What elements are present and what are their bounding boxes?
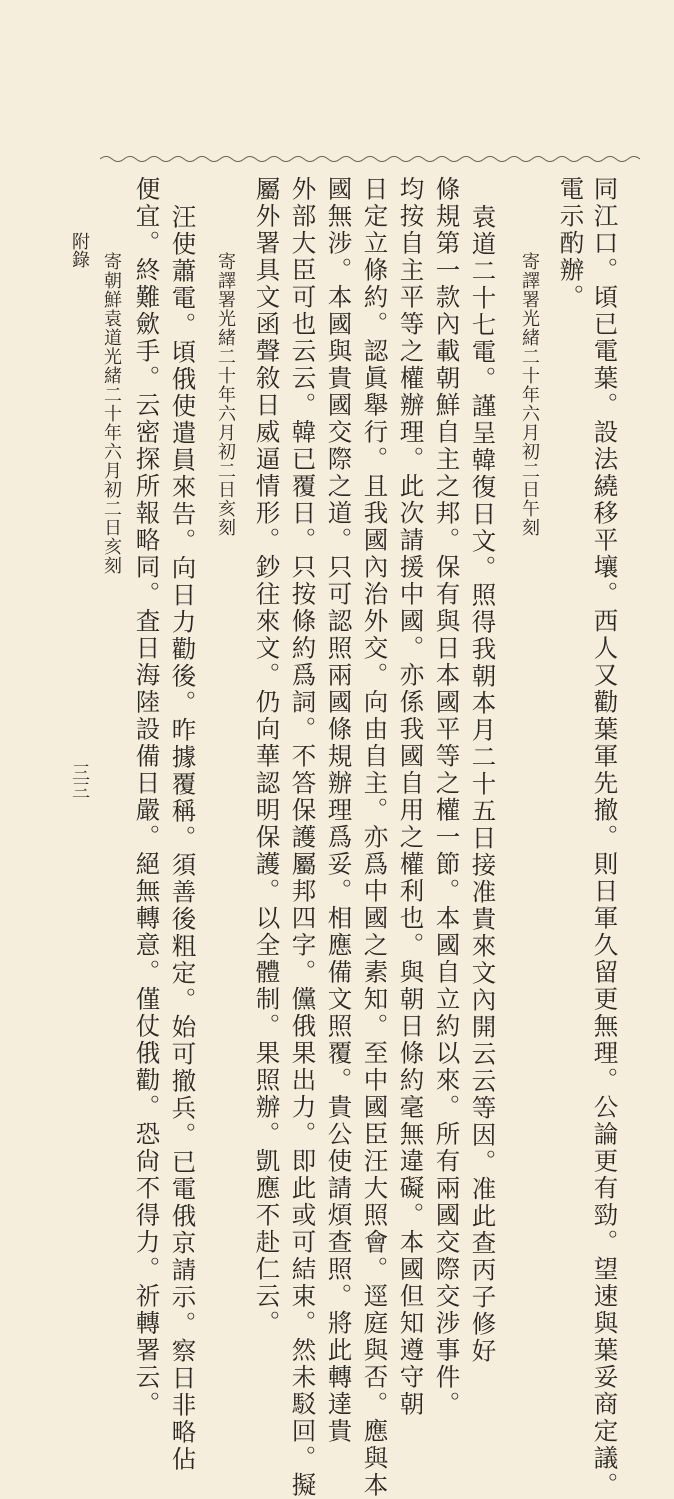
text-column-8: 國無涉。本國與貴國交際之道。只可認照兩國條規辦理爲妥。相應備文照覆。貴公使請煩查照。將此轉達貴 (324, 176, 354, 1445)
text-column-9: 外部大臣可也云云。韓已覆日。只按條約爲詞。不答保護屬邦四字。儻俄果出力。即此或可結束。然未駁回。擬 (288, 176, 318, 1499)
text-column-6: 均按自主平等之權辦理。此次請援中國。亦係我國自用之權利也。與朝日條約毫無違礙。本國但知遵守朝 (396, 176, 426, 1418)
text-column-7: 日定立條約。認眞舉行。且我國內治外交。向由自主。亦爲中國之素知。至中國臣汪大照會。逕庭與否。應與本 (360, 176, 390, 1499)
telegram-heading-2: 寄譯署光緒二十年六月初二日亥刻 (215, 252, 236, 537)
text-column-10: 屬外署具文函聲敘日威逼情形。鈔往來文。仍向華認明保護。以全體制。果照辦。凱應不赴仁云。 (252, 176, 282, 1337)
telegram-heading-3: 寄朝鮮袁道光緒二十年六月初二日亥刻 (101, 252, 122, 575)
text-column-5: 條規第一款內載朝鮮自主之邦。保有與日本國平等之權一節。本國自立約以來。所有兩國交際交涉事件。 (432, 176, 462, 1418)
text-column-1: 同江口。頃已電葉。設法繞移平壤。西人又勸葉軍先撤。則日軍久留更無理。公論更有勁。望速與葉妥商定議。 (590, 176, 620, 1499)
text-column-4: 袁道二十七電。謹呈韓復日文。照得我朝本月二十五日接准貴來文內開云云等因。准此查丙子修好 (468, 204, 498, 1365)
text-column-12: 汪使蕭電。頃俄使遣員來告。向日力勸後。昨據覆稱。須善後粗定。始可撤兵。已電俄京請示。察日非略佔 (168, 204, 198, 1473)
wavy-top-rule (100, 152, 640, 166)
text-column-2: 電示酌辦。 (556, 176, 586, 311)
text-column-13: 便宜。終難歛手。云密探所報略同。査日海陸設備日嚴。絕無轉意。僅仗俄勸。恐尙不得力。祈轉署云。 (132, 176, 162, 1418)
page-number: 三三 (69, 763, 90, 799)
margin-label-appendix: 附錄 (69, 232, 90, 268)
telegram-heading-1: 寄譯署光緒二十年六月初二日午刻 (519, 252, 540, 537)
